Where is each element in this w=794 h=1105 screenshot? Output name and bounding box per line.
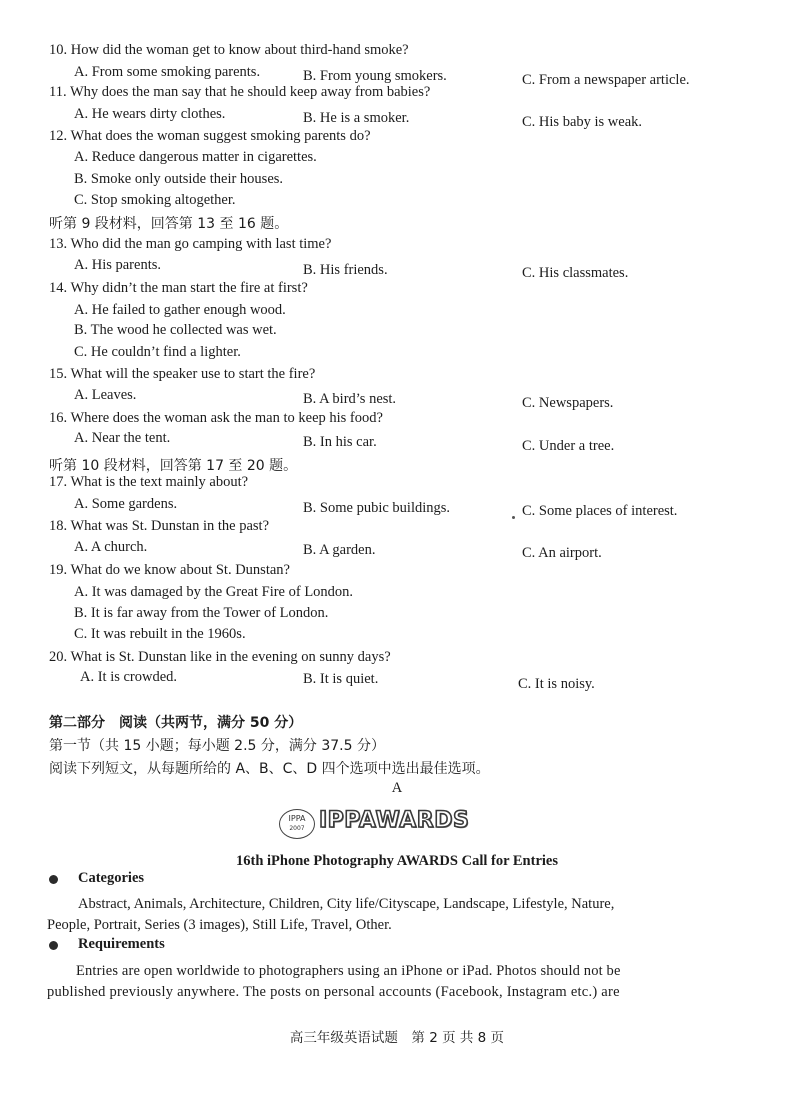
bullet-icon xyxy=(49,875,58,884)
question-13-option-a: A. His parents. xyxy=(74,257,161,273)
bullet-icon xyxy=(49,941,58,950)
question-17-option-c: C. Some places of interest. xyxy=(522,503,678,519)
question-19-option-a: A. It was damaged by the Great Fire of London. xyxy=(74,584,354,600)
categories-heading: Categories xyxy=(78,870,145,886)
question-12-option-a: A. Reduce dangerous matter in cigarettes. xyxy=(74,149,317,165)
requirements-line-2: published previously anywhere. The posts on personal accounts (Facebook, Instagram etc.) are xyxy=(47,984,620,1000)
part-2-section-1: 第一节（共 15 小题；每小题 2.5 分，满分 37.5 分） xyxy=(49,738,385,754)
question-18-option-b: B. A garden. xyxy=(303,542,376,558)
question-17-option-b: B. Some pubic buildings. xyxy=(303,500,451,516)
part-2-directions: 阅读下列短文，从每题所给的 A、B、C、D 四个选项中选出最佳选项。 xyxy=(49,761,490,777)
question-18-option-c: C. An airport. xyxy=(522,545,602,561)
scan-speck xyxy=(512,516,515,519)
question-11-option-c: C. His baby is weak. xyxy=(522,114,643,130)
question-16-stem: 16. Where does the woman ask the man to keep his food? xyxy=(49,410,383,426)
question-16-option-a: A. Near the tent. xyxy=(74,430,171,446)
question-13-option-c: C. His classmates. xyxy=(522,265,629,281)
question-10-option-c: C. From a newspaper article. xyxy=(522,72,690,88)
instruction-material-10: 听第 10 段材料，回答第 17 至 20 题。 xyxy=(49,458,298,474)
question-15-option-a: A. Leaves. xyxy=(74,387,137,403)
question-16-option-b: B. In his car. xyxy=(303,434,377,450)
question-14-stem: 14. Why didn’t the man start the fire at first? xyxy=(49,280,308,296)
question-15-option-b: B. A bird’s nest. xyxy=(303,391,397,407)
question-12-option-c: C. Stop smoking altogether. xyxy=(74,192,236,208)
question-17-option-a: A. Some gardens. xyxy=(74,496,178,512)
question-13-option-b: B. His friends. xyxy=(303,262,388,278)
question-13-stem: 13. Who did the man go camping with last time? xyxy=(49,236,332,252)
question-20-option-b: B. It is quiet. xyxy=(303,671,379,687)
article-title: 16th iPhone Photography AWARDS Call for Entries xyxy=(236,853,558,869)
question-14-option-b: B. The wood he collected was wet. xyxy=(74,322,277,338)
question-15-option-c: C. Newspapers. xyxy=(522,395,614,411)
question-14-option-a: A. He failed to gather enough wood. xyxy=(74,302,286,318)
question-20-option-a: A. It is crowded. xyxy=(80,669,178,685)
part-2-title: 第二部分 阅读（共两节，满分 50 分） xyxy=(49,715,303,731)
question-11-option-a: A. He wears dirty clothes. xyxy=(74,106,226,122)
passage-letter: A xyxy=(391,780,403,796)
ippawards-logo xyxy=(279,808,479,840)
question-20-stem: 20. What is St. Dunstan like in the evening on sunny days? xyxy=(49,649,391,665)
question-11-option-b: B. He is a smoker. xyxy=(303,110,410,126)
requirements-heading: Requirements xyxy=(78,936,165,952)
question-18-stem: 18. What was St. Dunstan in the past? xyxy=(49,518,270,534)
question-11-stem: 11. Why does the man say that he should keep away from babies? xyxy=(49,84,431,100)
question-10-stem: 10. How did the woman get to know about third-hand smoke? xyxy=(49,42,409,58)
question-19-stem: 19. What do we know about St. Dunstan? xyxy=(49,562,290,578)
page-footer: 高三年级英语试题 第 2 页 共 8 页 xyxy=(289,1030,505,1046)
question-18-option-a: A. A church. xyxy=(74,539,148,555)
question-19-option-c: C. It was rebuilt in the 1960s. xyxy=(74,626,246,642)
question-12-option-b: B. Smoke only outside their houses. xyxy=(74,171,284,187)
requirements-line-1: Entries are open worldwide to photographers using an iPhone or iPad. Photos should not be xyxy=(76,963,621,979)
logo-wordmark: IPPAWARDS xyxy=(319,808,470,833)
categories-line-2: People, Portrait, Series (3 images), Still Life, Travel, Other. xyxy=(47,917,392,933)
question-10-option-a: A. From some smoking parents. xyxy=(74,64,261,80)
question-17-stem: 17. What is the text mainly about? xyxy=(49,474,249,490)
question-12-stem: 12. What does the woman suggest smoking parents do? xyxy=(49,128,371,144)
question-15-stem: 15. What will the speaker use to start the fire? xyxy=(49,366,316,382)
ippa-seal-icon: IPPA 2007 xyxy=(279,809,315,839)
instruction-material-9: 听第 9 段材料，回答第 13 至 16 题。 xyxy=(49,216,289,232)
question-10-option-b: B. From young smokers. xyxy=(303,68,447,84)
categories-line-1: Abstract, Animals, Architecture, Children, City life/Cityscape, Landscape, Lifestyle, Nature, xyxy=(78,896,615,912)
question-16-option-c: C. Under a tree. xyxy=(522,438,615,454)
question-20-option-c: C. It is noisy. xyxy=(518,676,595,692)
question-19-option-b: B. It is far away from the Tower of London. xyxy=(74,605,329,621)
question-14-option-c: C. He couldn’t find a lighter. xyxy=(74,344,241,360)
